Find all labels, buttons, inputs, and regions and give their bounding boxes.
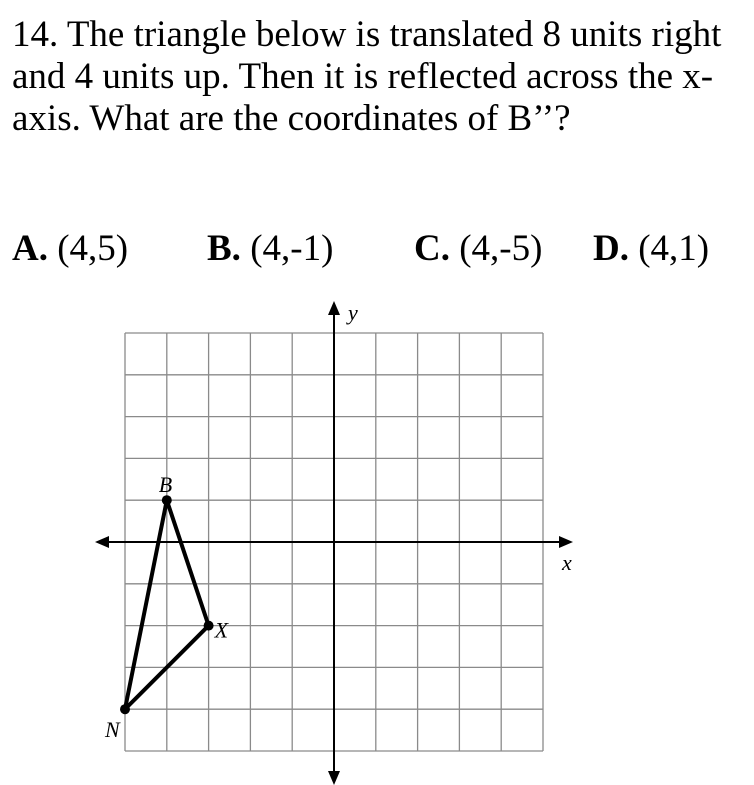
vertex-label-b: B (158, 472, 173, 498)
choice-a-value: (4,5) (57, 228, 129, 269)
x-axis-label: x (562, 550, 572, 575)
vertex-label-x: X (214, 617, 229, 643)
choice-d-letter: D. (593, 228, 629, 269)
y-axis-down-arrow-icon (328, 771, 340, 785)
choice-b-value: (4,-1) (250, 228, 334, 269)
vertex-point-x (204, 621, 214, 631)
choice-d-value: (4,1) (638, 228, 710, 269)
choice-c-value: (4,-5) (459, 228, 543, 269)
choice-b-letter: B. (207, 228, 241, 269)
x-axis-left-arrow-icon (95, 536, 109, 548)
vertex-point-n (120, 704, 130, 714)
y-axis-label: y (348, 300, 358, 325)
choice-c-letter: C. (414, 228, 450, 269)
x-axis-right-arrow-icon (559, 536, 573, 548)
question-text: 14. The triangle below is translated 8 units right and 4 units up. Then it is reflected across the x-axis. What are the coordinates of B’’? (12, 14, 722, 139)
choice-a-letter: A. (12, 228, 48, 269)
vertex-label-n: N (105, 717, 120, 743)
y-axis-up-arrow-icon (328, 301, 340, 315)
